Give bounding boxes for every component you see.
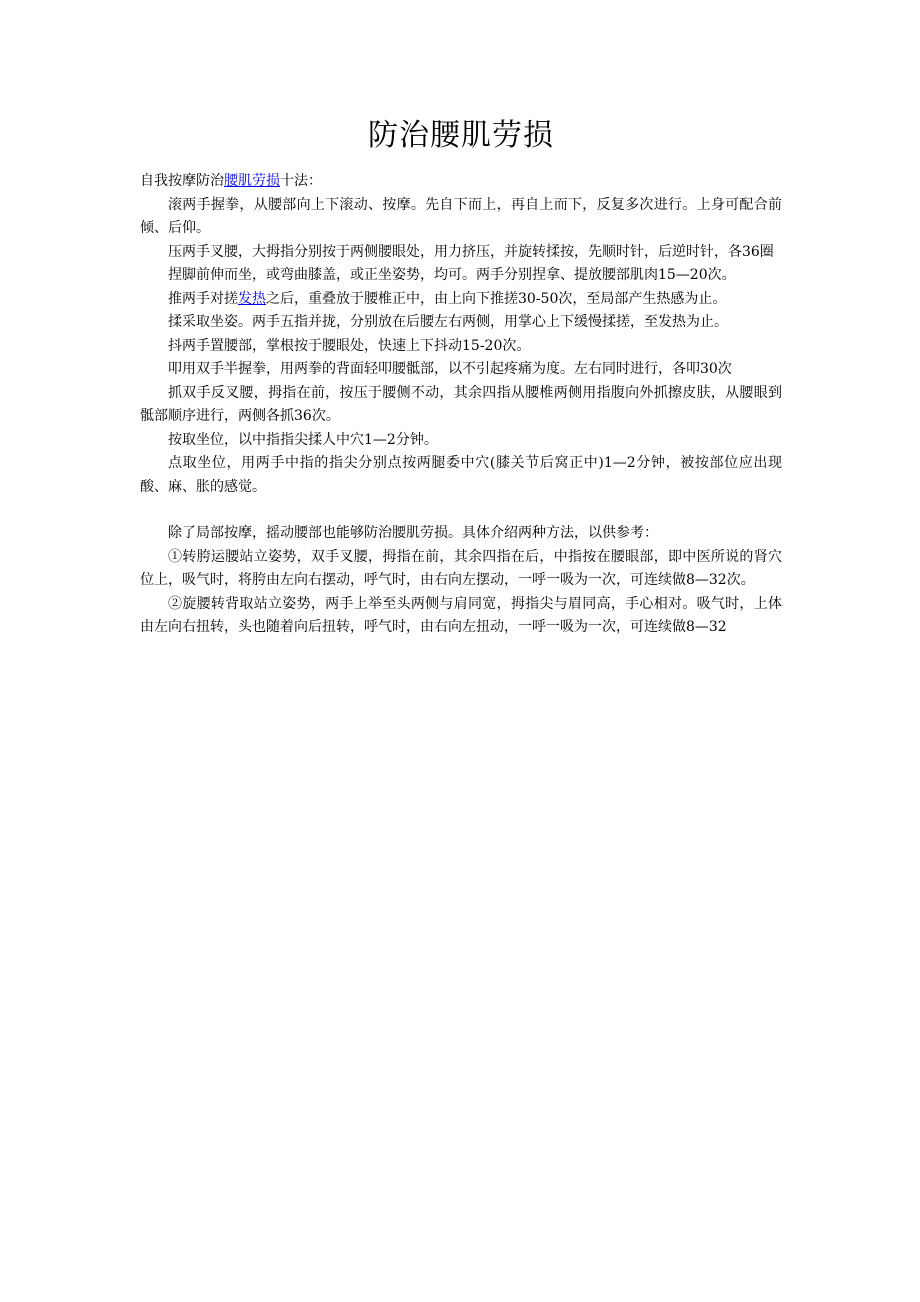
method-pushing-suffix: 之后，重叠放于腰椎正中，由上向下推搓30-50次，至局部产生热感为止。 <box>266 290 727 307</box>
section2-item-waist-twist: ②旋腰转背取站立姿势，两手上举至头两侧与肩同宽，拇指尖与眉同高，手心相对。吸气时，上体由左向右扭转，头也随着向后扭转，呼气时，由右向左扭动，一呼一吸为一次，可连续做8—32 <box>140 595 782 635</box>
section2-item-hip-rotation: ①转胯运腰站立姿势，双手叉腰，拇指在前，其余四指在后，中指按在腰眼部，即中医所说的肾穴位上，吸气时，将胯由左向右摆动，呼气时，由右向左摆动，一呼一吸为一次，可连续做8—32次。 <box>140 548 782 588</box>
method-kneading: 揉采取坐姿。两手五指并拢，分别放在后腰左右两侧，用掌心上下缓慢揉搓，至发热为止。 <box>168 314 728 330</box>
document-body <box>140 170 782 640</box>
fever-link[interactable]: 发热 <box>238 290 266 307</box>
document-title: 防治腰肌劳损 <box>368 118 554 153</box>
intro-suffix: 十法： <box>280 173 322 189</box>
intro-prefix: 自我按摩防治 <box>140 173 224 189</box>
method-pressing: 压两手叉腰，大拇指分别按于两侧腰眼处，用力挤压，并旋转揉按，先顺时针，后逆时针，各36圈 <box>168 243 774 260</box>
method-pushing-prefix: 推两手对搓 <box>168 290 238 307</box>
method-pinching: 捏脚前伸而坐，或弯曲膝盖，或正坐姿势，均可。两手分别捏拿、提放腰部肌肉15—20次。 <box>168 267 736 283</box>
method-point-press: 点取坐位，用两手中指的指尖分别点按两腿委中穴(膝关节后窝正中)1—2分钟，被按部位应出现酸、麻、胀的感觉。 <box>140 455 782 495</box>
method-grasping: 抓双手反叉腰，拇指在前，按压于腰侧不动，其余四指从腰椎两侧用指腹向外抓擦皮肤，从腰眼到骶部顺序进行，两侧各抓36次。 <box>140 384 782 424</box>
method-pushing <box>140 288 782 312</box>
document-page <box>140 112 782 640</box>
section2-intro: 除了局部按摩，摇动腰部也能够防治腰肌劳损。具体介绍两种方法，以供参考： <box>168 525 658 541</box>
method-rolling: 滚两手握拳，从腰部向上下滚动、按摩。先自下而上，再自上而下，反复多次进行。上身可配合前倾、后仰。 <box>140 196 782 236</box>
method-shaking: 抖两手置腰部，掌根按于腰眼处，快速上下抖动15-20次。 <box>168 337 531 354</box>
method-tapping: 叩用双手半握拳，用两拳的背面轻叩腰骶部，以不引起疼痛为度。左右同时进行，各叩30次 <box>168 361 732 377</box>
intro-line <box>140 170 782 194</box>
lumbar-strain-link[interactable]: 腰肌劳损 <box>224 173 280 189</box>
paragraph-spacer <box>140 499 782 522</box>
method-acupressure: 按取坐位，以中指指尖揉人中穴1—2分钟。 <box>168 431 438 448</box>
